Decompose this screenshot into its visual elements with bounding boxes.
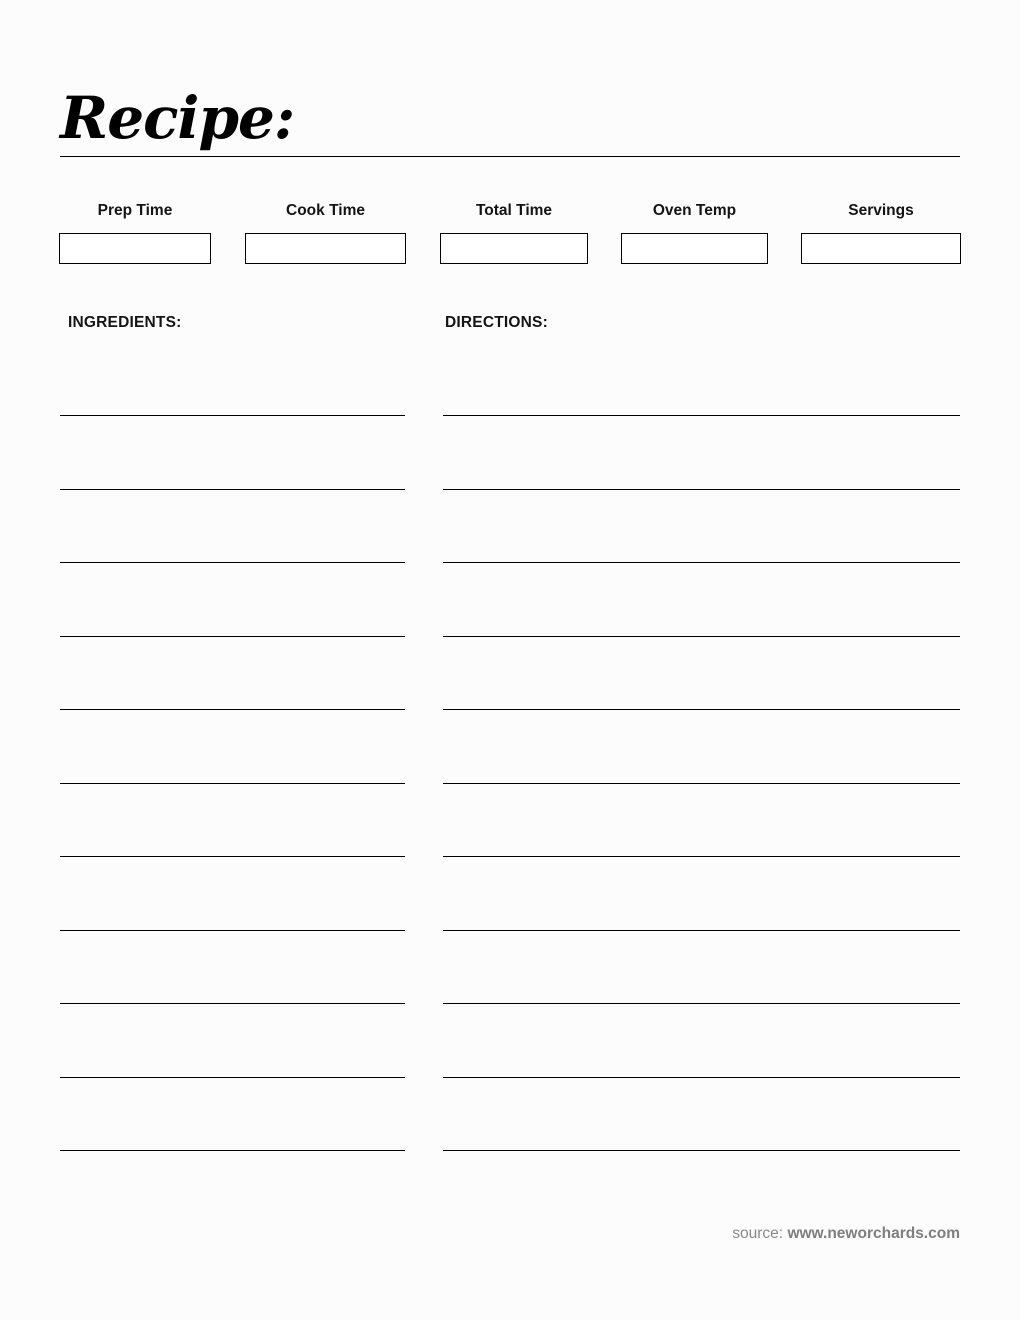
field-label-servings: Servings — [848, 202, 914, 219]
page-title: Recipe: — [60, 84, 295, 152]
recipe-title-block — [60, 84, 960, 152]
ingredient-line[interactable] — [60, 709, 405, 710]
ingredient-line[interactable] — [60, 489, 405, 490]
directions-heading: DIRECTIONS: — [445, 314, 548, 331]
direction-line[interactable] — [443, 1077, 960, 1078]
field-label-total-time: Total Time — [475, 202, 553, 219]
source-attribution — [732, 1225, 960, 1243]
field-oven-temp — [621, 203, 768, 264]
direction-line[interactable] — [443, 562, 960, 563]
servings-input[interactable] — [801, 233, 961, 264]
source-url[interactable]: www.neworchards.com — [787, 1225, 960, 1242]
field-cook-time — [245, 203, 406, 264]
field-prep-time — [59, 203, 211, 264]
ingredient-line[interactable] — [60, 783, 405, 784]
ingredient-line[interactable] — [60, 415, 405, 416]
direction-line[interactable] — [443, 930, 960, 931]
direction-line[interactable] — [443, 1150, 960, 1151]
ingredient-line[interactable] — [60, 636, 405, 637]
field-label-prep-time: Prep Time — [97, 202, 173, 219]
ingredient-line[interactable] — [60, 930, 405, 931]
direction-line[interactable] — [443, 489, 960, 490]
ingredient-line[interactable] — [60, 1077, 405, 1078]
direction-line[interactable] — [443, 783, 960, 784]
ingredient-line[interactable] — [60, 562, 405, 563]
total-time-input[interactable] — [440, 233, 588, 264]
ingredient-line[interactable] — [60, 1150, 405, 1151]
direction-line[interactable] — [443, 856, 960, 857]
field-servings — [801, 203, 961, 264]
ingredients-heading: INGREDIENTS: — [68, 314, 182, 331]
direction-line[interactable] — [443, 415, 960, 416]
field-label-cook-time: Cook Time — [286, 202, 365, 219]
field-total-time — [440, 203, 588, 264]
field-label-oven-temp: Oven Temp — [652, 202, 737, 219]
cook-time-input[interactable] — [245, 233, 406, 264]
direction-line[interactable] — [443, 709, 960, 710]
oven-temp-input[interactable] — [621, 233, 768, 264]
ingredient-line[interactable] — [60, 856, 405, 857]
source-label: source: — [732, 1225, 784, 1242]
title-underline-rule — [60, 156, 960, 157]
recipe-meta-row — [59, 203, 961, 273]
direction-line[interactable] — [443, 636, 960, 637]
ingredient-line[interactable] — [60, 1003, 405, 1004]
prep-time-input[interactable] — [59, 233, 211, 264]
direction-line[interactable] — [443, 1003, 960, 1004]
